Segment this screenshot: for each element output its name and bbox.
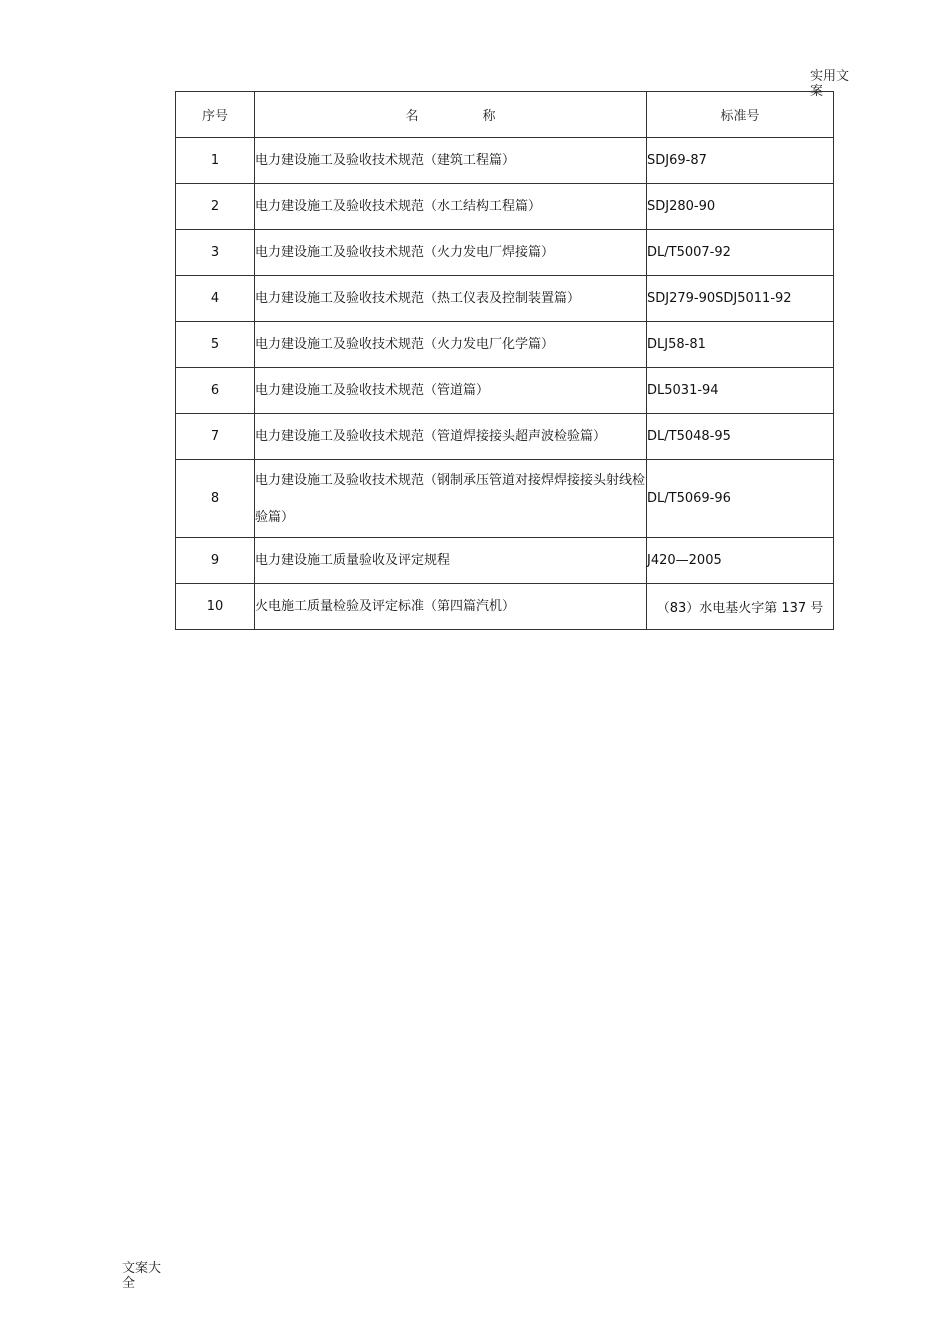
row-name: 电力建设施工及验收技术规范（钢制承压管道对接焊焊接接头射线检验篇）: [255, 460, 647, 538]
table-row: [176, 538, 834, 584]
table-row: [176, 230, 834, 276]
row-name: 电力建设施工质量验收及评定规程: [255, 538, 647, 584]
row-code: DL/T5007-92: [647, 230, 834, 276]
row-name: 电力建设施工及验收技术规范（水工结构工程篇）: [255, 184, 647, 230]
table-row: [176, 138, 834, 184]
row-seq: 3: [176, 230, 255, 276]
footer-note: 文案大全: [122, 1261, 162, 1291]
row-code: SDJ69-87: [647, 138, 834, 184]
row-seq: 8: [176, 460, 255, 538]
row-code: J420—2005: [647, 538, 834, 584]
row-code: DLJ58-81: [647, 322, 834, 368]
header-name-left: 名: [405, 109, 419, 124]
row-code: （83）水电基火字第 137 号: [647, 584, 834, 630]
row-name: 电力建设施工及验收技术规范（火力发电厂焊接篇）: [255, 230, 647, 276]
row-code: DL/T5069-96: [647, 460, 834, 538]
row-name: 电力建设施工及验收技术规范（火力发电厂化学篇）: [255, 322, 647, 368]
row-seq: 7: [176, 414, 255, 460]
row-code: SDJ279-90SDJ5011-92: [647, 276, 834, 322]
row-name: 电力建设施工及验收技术规范（热工仪表及控制装置篇）: [255, 276, 647, 322]
row-code: DL5031-94: [647, 368, 834, 414]
row-code: DL/T5048-95: [647, 414, 834, 460]
row-seq: 6: [176, 368, 255, 414]
row-seq: 10: [176, 584, 255, 630]
header-name-right: 称: [482, 109, 496, 124]
row-name: 电力建设施工及验收技术规范（管道篇）: [255, 368, 647, 414]
table-header-row: [176, 92, 834, 138]
standards-table: [175, 91, 834, 630]
row-name: 电力建设施工及验收技术规范（建筑工程篇）: [255, 138, 647, 184]
table-row: [176, 184, 834, 230]
row-seq: 5: [176, 322, 255, 368]
table-row: [176, 276, 834, 322]
header-code: 标准号: [647, 92, 834, 138]
row-seq: 2: [176, 184, 255, 230]
table-row: [176, 322, 834, 368]
header-seq: 序号: [176, 92, 255, 138]
table-row: [176, 460, 834, 538]
row-seq: 9: [176, 538, 255, 584]
table-row: [176, 584, 834, 630]
table-row: [176, 368, 834, 414]
row-seq: 4: [176, 276, 255, 322]
row-name: 电力建设施工及验收技术规范（管道焊接接头超声波检验篇）: [255, 414, 647, 460]
header-note: 实用文案: [810, 69, 850, 99]
row-name: 火电施工质量检验及评定标准（第四篇汽机）: [255, 584, 647, 630]
row-seq: 1: [176, 138, 255, 184]
header-name: [255, 92, 647, 138]
table-row: [176, 414, 834, 460]
row-code: SDJ280-90: [647, 184, 834, 230]
